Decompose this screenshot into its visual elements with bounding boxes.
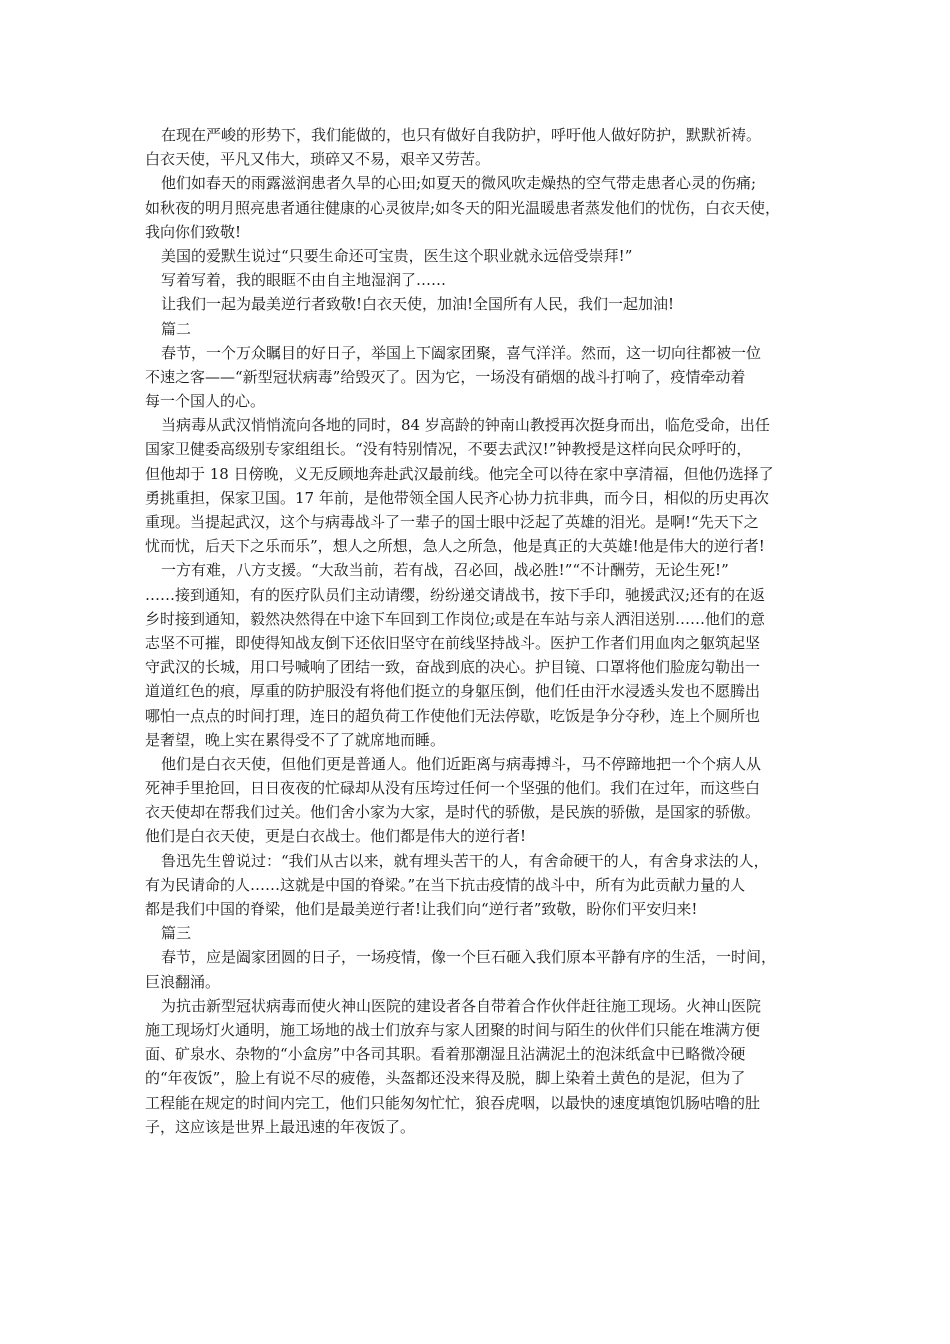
text-line: 为抗击新型冠状病毒而使火神山医院的建设者各自带着合作伙伴赶往施工现场。火神山医院 — [161, 996, 762, 1015]
document-page — [145, 123, 805, 1139]
text-line: 勇挑重担，保家卫国。17 年前，是他带领全国人民齐心协力抗非典，而今日，相似的历史再次 — [145, 488, 769, 507]
text-line: 的“年夜饭”，脸上有说不尽的疲倦，头盔都还没来得及脱，脚上染着土黄色的是泥，但为了 — [145, 1069, 746, 1088]
text-line: 哪怕一点点的时间打理，连日的超负荷工作使他们无法停歇，吃饭是争分夺秒，连上个厕所也 — [145, 706, 761, 725]
text-line: 重现。当提起武汉，这个与病毒战斗了一辈子的国士眼中泛起了英雄的泪光。是啊!“先天下之 — [145, 513, 759, 531]
text-line: 有为民请命的人……这就是中国的脊梁。”在当下抗击疫情的战斗中，所有为此贡献力量的人 — [145, 875, 746, 894]
text-line: 是奢望，晚上实在累得受不了了就席地而睡。 — [145, 730, 446, 749]
text-line: 当病毒从武汉悄悄流向各地的同时，84 岁高龄的钟南山教授再次挺身而出，临危受命，出任 — [161, 416, 770, 435]
section-heading: 篇三 — [161, 924, 192, 943]
text-line: 道道红色的痕，厚重的防护服没有将他们挺立的身躯压倒，他们任由汗水浸透头发也不愿腾出 — [145, 682, 761, 701]
text-line: 写着写着，我的眼眶不由自主地湿润了…… — [161, 271, 447, 290]
text-line: 志坚不可摧，即使得知战友倒下还依旧坚守在前线坚持战斗。医护工作者们用血肉之躯筑起坚 — [145, 633, 761, 652]
text-line: 子，这应该是世界上最迅速的年夜饭了。 — [145, 1117, 416, 1136]
text-line: 如秋夜的明月照亮患者通往健康的心灵彼岸;如冬天的阳光温暖患者蒸发他们的忧伤，白衣天使， — [145, 198, 781, 217]
text-line: 他们是白衣天使，更是白衣战士。他们都是伟大的逆行者! — [145, 827, 527, 846]
text-line: 他们如春天的雨露滋润患者久旱的心田;如夏天的微风吹走燥热的空气带走患者心灵的伤痛; — [161, 174, 757, 193]
text-line: 巨浪翻涌。 — [145, 972, 221, 991]
text-line: 他们是白衣天使，但他们更是普通人。他们近距离与病毒搏斗，马不停蹄地把一个个病人从 — [161, 754, 762, 773]
section-heading: 篇二 — [161, 319, 192, 338]
text-line: 死神手里抢回，日日夜夜的忙碌却从没有压垮过任何一个坚强的他们。我们在过年，而这些白 — [145, 779, 761, 798]
text-line: 施工现场灯火通明，施工场地的战士们放弃与家人团聚的时间与陌生的伙伴们只能在堆满方便 — [145, 1020, 761, 1039]
text-line: 都是我们中国的脊梁，他们是最美逆行者!让我们向“逆行者”致敬，盼你们平安归来! — [145, 900, 698, 918]
text-line: 白衣天使，平凡又伟大，琐碎又不易，艰辛又劳苦。 — [145, 150, 491, 169]
text-line: 工程能在规定的时间内完工，他们只能匆匆忙忙，狼吞虎咽，以最快的速度填饱饥肠咕噜的肚 — [145, 1093, 761, 1112]
text-line: 鲁迅先生曾说过：“我们从古以来，就有埋头苦干的人，有舍命硬干的人，有舍身求法的人， — [161, 851, 769, 870]
text-line: 但他却于 18 日傍晚，义无反顾地奔赴武汉最前线。他完全可以待在家中享清福，但他仍选择了 — [145, 464, 774, 483]
text-line: 守武汉的长城，用口号喊响了团结一致，奋战到底的决心。护目镜、口罩将他们脸庞勾勒出一 — [145, 658, 761, 677]
text-line: ……接到通知，有的医疗队员们主动请缨，纷纷递交请战书，按下手印，驰援武汉;还有的在返 — [145, 585, 766, 604]
text-line: 美国的爱默生说过“只要生命还可宝贵，医生这个职业就永远倍受崇拜!” — [161, 246, 633, 265]
text-line: 面、矿泉水、杂物的“小盒房”中各司其职。看着那潮湿且沾满泥土的泡沫纸盒中已略微冷硬 — [145, 1045, 746, 1064]
text-line: 春节，一个万众瞩目的好日子，举国上下阖家团聚，喜气洋洋。然而，这一切向往都被一位 — [161, 343, 762, 362]
text-line: 忧而忧，后天下之乐而乐”，想人之所想，急人之所急，他是真正的大英雄!他是伟大的逆行者! — [145, 537, 765, 556]
text-line: 乡时接到通知，毅然决然得在中途下车回到工作岗位;或是在车站与亲人洒泪送别……他们的意 — [145, 609, 766, 628]
text-line: 衣天使却在帮我们过关。他们舍小家为大家，是时代的骄傲，是民族的骄傲，是国家的骄傲。 — [145, 803, 761, 822]
text-line: 我向你们致敬! — [145, 222, 242, 241]
text-line: 在现在严峻的形势下，我们能做的，也只有做好自我防护，呼吁他人做好防护，默默祈祷。 — [161, 126, 762, 144]
text-line: 春节，应是阖家团圆的日子，一场疫情，像一个巨石砸入我们原本平静有序的生活，一时间， — [161, 948, 777, 967]
text-line: 不速之客——“新型冠状病毒”给毁灭了。因为它，一场没有硝烟的战斗打响了，疫情牵动着 — [145, 367, 746, 386]
text-line: 国家卫健委高级别专家组组长。“没有特别情况，不要去武汉!”钟教授是这样向民众呼吁的， — [145, 440, 752, 459]
text-line: 每一个国人的心。 — [145, 392, 266, 411]
text-line: 让我们一起为最美逆行者致敬!白衣天使，加油!全国所有人民，我们一起加油! — [161, 295, 675, 314]
text-line: 一方有难，八方支援。“大敌当前，若有战，召必回，战必胜!”“不计酬劳，无论生死!” — [161, 561, 729, 580]
